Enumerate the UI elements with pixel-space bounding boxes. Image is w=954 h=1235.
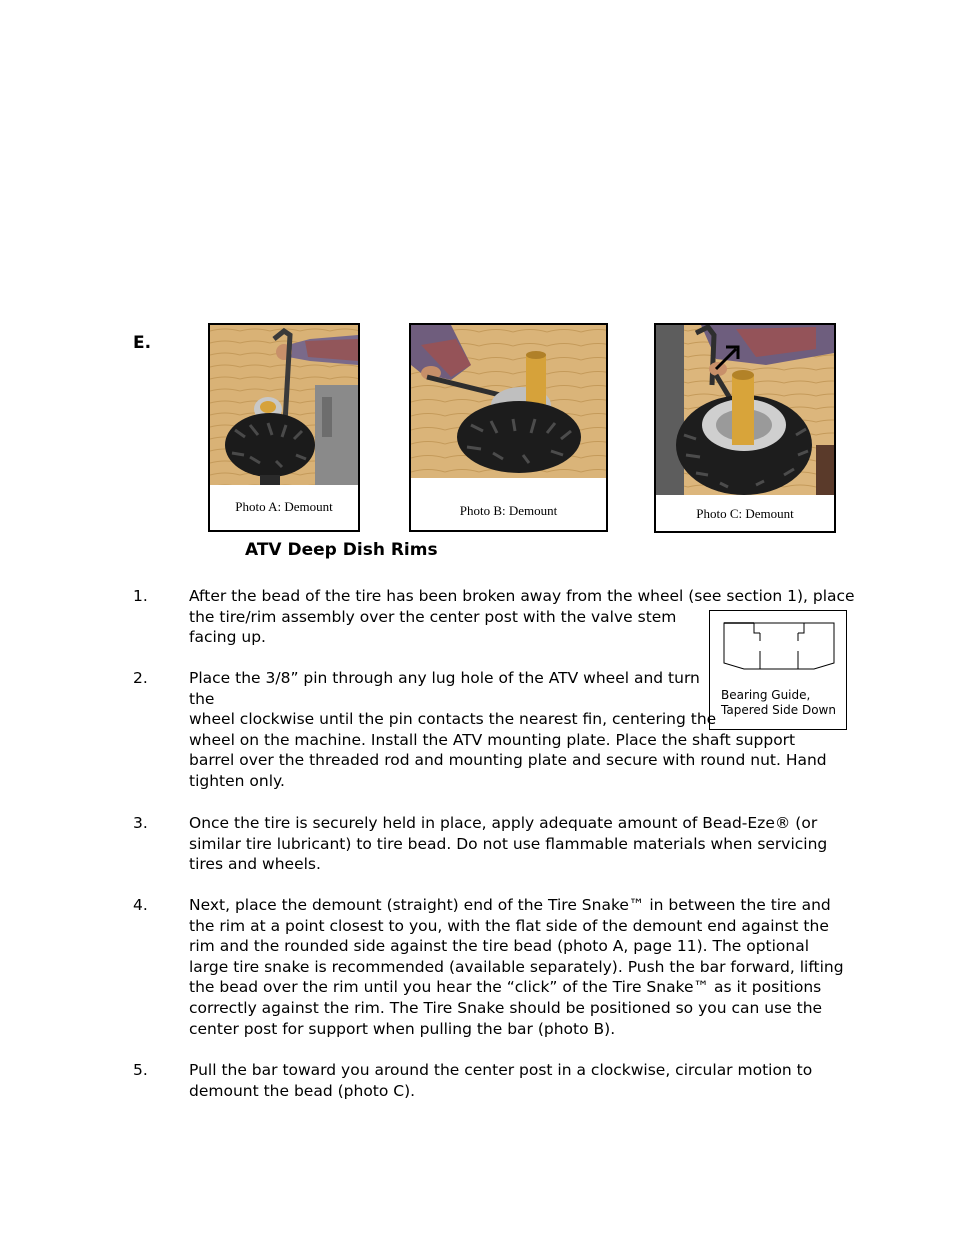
step-line: similar tire lubricant) to tire bead. Do not use flammable materials when servicing (189, 834, 828, 853)
photo-b-caption: Photo B: Demount (459, 503, 558, 518)
photo-a-caption: Photo A: Demount (235, 499, 333, 514)
step-text (189, 813, 827, 875)
step-text (189, 1060, 812, 1101)
step-line: Once the tire is securely held in place, apply adequate amount of Bead-Eze® (or (189, 814, 818, 832)
step-text (189, 895, 844, 1039)
photo-a-demount-image (210, 325, 358, 485)
step-line: the tire/rim assembly over the center post with the valve stem (189, 607, 677, 626)
step-line: Next, place the demount (straight) end of the Tire Snake™ in between the tire and (189, 896, 831, 914)
step-line: facing up. (189, 628, 266, 647)
step-text (189, 668, 827, 792)
step-number: 2. (133, 669, 148, 687)
step-line: the bead over the rim until you hear the “click” of the Tire Snake™ as it positions (189, 978, 822, 997)
step-line: wheel clockwise until the pin contacts the nearest fin, centering the (189, 710, 717, 729)
step-line: the rim at a point closest to you, with the flat side of the demount end against the (189, 916, 829, 935)
bearing-guide-caption-line2: Tapered Side Down (721, 703, 836, 717)
step-number: 4. (133, 896, 148, 914)
step-line: rim and the rounded side against the tire bead (photo A, page 11). The optional (189, 937, 810, 956)
step-text (189, 586, 855, 648)
step-line: the (189, 689, 215, 708)
section-letter: E. (133, 333, 152, 353)
section-heading: ATV Deep Dish Rims (245, 540, 438, 560)
step-line: wheel on the machine. Install the ATV mounting plate. Place the shaft support (189, 730, 796, 749)
photo-c-caption: Photo C: Demount (696, 506, 794, 521)
photo-a-frame (208, 323, 360, 532)
photo-c-demount-image (656, 325, 834, 495)
bearing-guide-caption-line1: Bearing Guide, (721, 688, 811, 702)
photo-c-frame (654, 323, 836, 533)
step-line: center post for support when pulling the bar (photo B). (189, 1019, 616, 1038)
photo-b-demount-image (411, 325, 606, 478)
step-line: barrel over the threaded rod and mounting plate and secure with round nut. Hand (189, 751, 827, 770)
step-line: Place the 3/8” pin through any lug hole of the ATV wheel and turn (189, 669, 700, 687)
step-number: 5. (133, 1061, 148, 1079)
step-number: 3. (133, 814, 148, 832)
step-line: tires and wheels. (189, 855, 321, 874)
step-line: After the bead of the tire has been broken away from the wheel (see section 1), place (189, 587, 855, 605)
photo-b-frame (409, 323, 608, 532)
step-line: large tire snake is recommended (available separately). Push the bar forward, lifting (189, 957, 844, 976)
step-number: 1. (133, 587, 148, 605)
step-line: correctly against the rim. The Tire Snake should be positioned so you can use the (189, 998, 823, 1017)
step-line: tighten only. (189, 771, 285, 790)
step-line: demount the bead (photo C). (189, 1081, 416, 1100)
step-line: Pull the bar toward you around the center post in a clockwise, circular motion to (189, 1061, 813, 1079)
